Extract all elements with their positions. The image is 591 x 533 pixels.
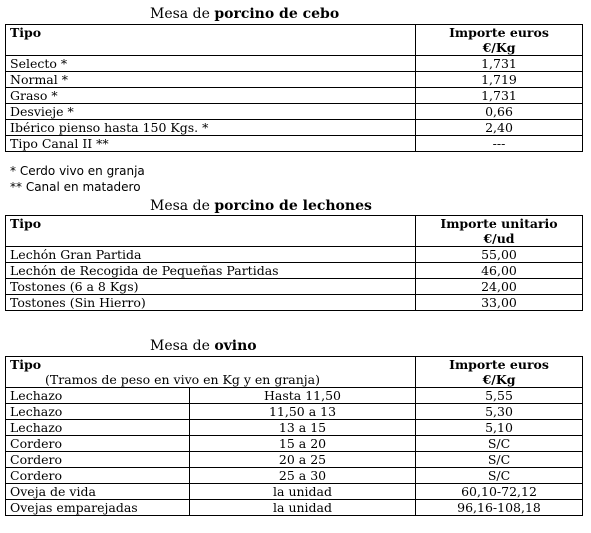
table-row: Normal * 1,719 xyxy=(6,72,583,88)
table-header-row xyxy=(6,357,583,388)
table-row: Cordero 15 a 20 S/C xyxy=(6,436,583,452)
table-row: Oveja de vida la unidad 60,10-72,12 xyxy=(6,484,583,500)
header-tipo: Tipo (Tramos de peso en vivo en Kg y en granja) xyxy=(6,357,416,388)
header-importe: Importe euros €/Kg xyxy=(416,357,583,388)
table-row: Graso * 1,731 xyxy=(6,88,583,104)
table-row: Cordero 25 a 30 S/C xyxy=(6,468,583,484)
footnote-cerdo-vivo: * Cerdo vivo en granja xyxy=(10,164,145,178)
header-tramos-subtitle: (Tramos de peso en vivo en Kg y en granja) xyxy=(45,372,321,387)
header-importe: Importe unitario €/ud xyxy=(416,216,583,247)
table-row: Lechazo 11,50 a 13 5,30 xyxy=(6,404,583,420)
table-ovino xyxy=(5,356,583,516)
table-row: Lechón de Recogida de Pequeñas Partidas 46,00 xyxy=(6,263,583,279)
table-row: Lechazo Hasta 11,50 5,55 xyxy=(6,388,583,404)
header-tipo: Tipo xyxy=(6,216,416,247)
header-importe: Importe euros €/Kg xyxy=(416,25,583,56)
section-title-lechones: Mesa de porcino de lechones xyxy=(150,198,372,214)
section-title-cebo: Mesa de porcino de cebo xyxy=(150,6,340,22)
table-header-row xyxy=(6,25,583,56)
table-row: Tostones (Sin Hierro) 33,00 xyxy=(6,295,583,311)
table-row: Tipo Canal II ** --- xyxy=(6,136,583,152)
footnote-canal-matadero: ** Canal en matadero xyxy=(10,180,141,194)
table-row: Lechón Gran Partida 55,00 xyxy=(6,247,583,263)
table-row: Lechazo 13 a 15 5,10 xyxy=(6,420,583,436)
table-row: Selecto * 1,731 xyxy=(6,56,583,72)
header-tipo: Tipo xyxy=(6,25,416,56)
table-row: Ovejas emparejadas la unidad 96,16-108,18 xyxy=(6,500,583,516)
table-row: Tostones (6 a 8 Kgs) 24,00 xyxy=(6,279,583,295)
section-title-ovino: Mesa de ovino xyxy=(150,338,257,354)
table-porcino-cebo xyxy=(5,24,583,152)
table-header-row xyxy=(6,216,583,247)
table-row: Cordero 20 a 25 S/C xyxy=(6,452,583,468)
table-porcino-lechones xyxy=(5,215,583,311)
table-row: Desvieje * 0,66 xyxy=(6,104,583,120)
table-row: Ibérico pienso hasta 150 Kgs. * 2,40 xyxy=(6,120,583,136)
